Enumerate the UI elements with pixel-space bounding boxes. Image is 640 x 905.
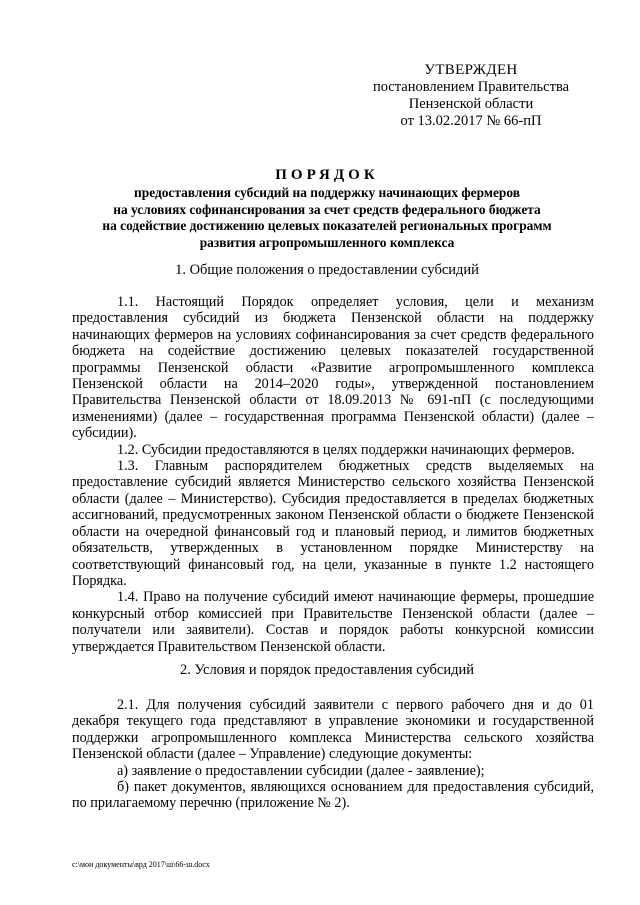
paragraph-2-b: б) пакет документов, являющихся основанием для предоставления субсидий, по прилагаемому перечню (приложение № 2). <box>72 779 594 812</box>
title-line-4: развития агропромышленного комплекса <box>199 234 455 250</box>
approval-line-2: Пензенской области <box>408 96 534 112</box>
paragraph-2-1: 2.1. Для получения субсидий заявители с первого рабочего дня и до 01 декабря текущего года представляют в управление экономики и государственной поддержки агропромышленного комплекса Министерства сельского хозяйства Пензенской области (далее – Управление) следующие документы: <box>72 697 594 763</box>
paragraph-1-1: 1.1. Настоящий Порядок определяет условия, цели и механизм предоставления субсидий из бюджета Пензенской области на поддержку начинающих фермеров на условиях софинансирования за счет средств федерального бюджета на содействие достижению целевых показателей государственной программы Пензенской области «Развитие агропромышленного комплекса Пензенской области на 2014–2020 годы», утвержденной постановлением Правительства Пензенской области от 18.09.2013 № 691-пП (с последующими изменениями) (далее – государственная программа Пензенской области) (далее – субсидии). <box>72 294 594 442</box>
section-1-body <box>72 294 594 655</box>
document-title <box>70 166 584 251</box>
title-line-2: на условиях софинансирования за счет средств федерального бюджета <box>113 201 541 217</box>
paragraph-1-4: 1.4. Право на получение субсидий имеют начинающие фермеры, прошедшие конкурсный отбор комиссией при Правительстве Пензенской области (далее – получатели или заявители). Состав и порядок работы конкурсной комиссии утверждается Правительством Пензенской области. <box>72 589 594 655</box>
title-main: ПОРЯДОК <box>275 167 379 183</box>
approval-line-1: постановлением Правительства <box>372 79 570 95</box>
approval-stamp <box>366 62 576 130</box>
section-2-heading: 2. Условия и порядок предоставления субсидий <box>179 662 474 678</box>
paragraph-1-2: 1.2. Субсидии предоставляются в целях поддержки начинающих фермеров. <box>117 441 575 458</box>
approval-heading: УТВЕРЖДЕН <box>424 62 518 78</box>
section-1-heading: 1. Общие положения о предоставлении субсидий <box>175 262 479 278</box>
section-2-body <box>72 697 594 812</box>
file-path-footer: c:\мои документы\врд 2017\ш\66-ш.docx <box>72 860 210 869</box>
paragraph-1-3: 1.3. Главным распорядителем бюджетных средств выделяемых на предоставление субсидий является Министерство сельского хозяйства Пензенской области (далее – Министерство). Субсидия предоставляется в пределах бюджетных ассигнований, предусмотренных законом Пензенской области о бюджете Пензенской области на очередной финансовый год и плановый период, и лимитов бюджетных обязательств, утвержденных в установленном порядке Министерству на соответствующий финансовый год, на цели, указанные в пункте 1.2 настоящего Порядка. <box>72 458 594 589</box>
title-line-1: предоставления субсидий на поддержку начинающих фермеров <box>134 185 520 200</box>
title-line-3: на содействие достижению целевых показателей региональных программ <box>102 218 552 233</box>
paragraph-2-a: а) заявление о предоставлении субсидии (далее - заявление); <box>117 762 485 779</box>
approval-line-3: от 13.02.2017 № 66-пП <box>400 113 542 129</box>
